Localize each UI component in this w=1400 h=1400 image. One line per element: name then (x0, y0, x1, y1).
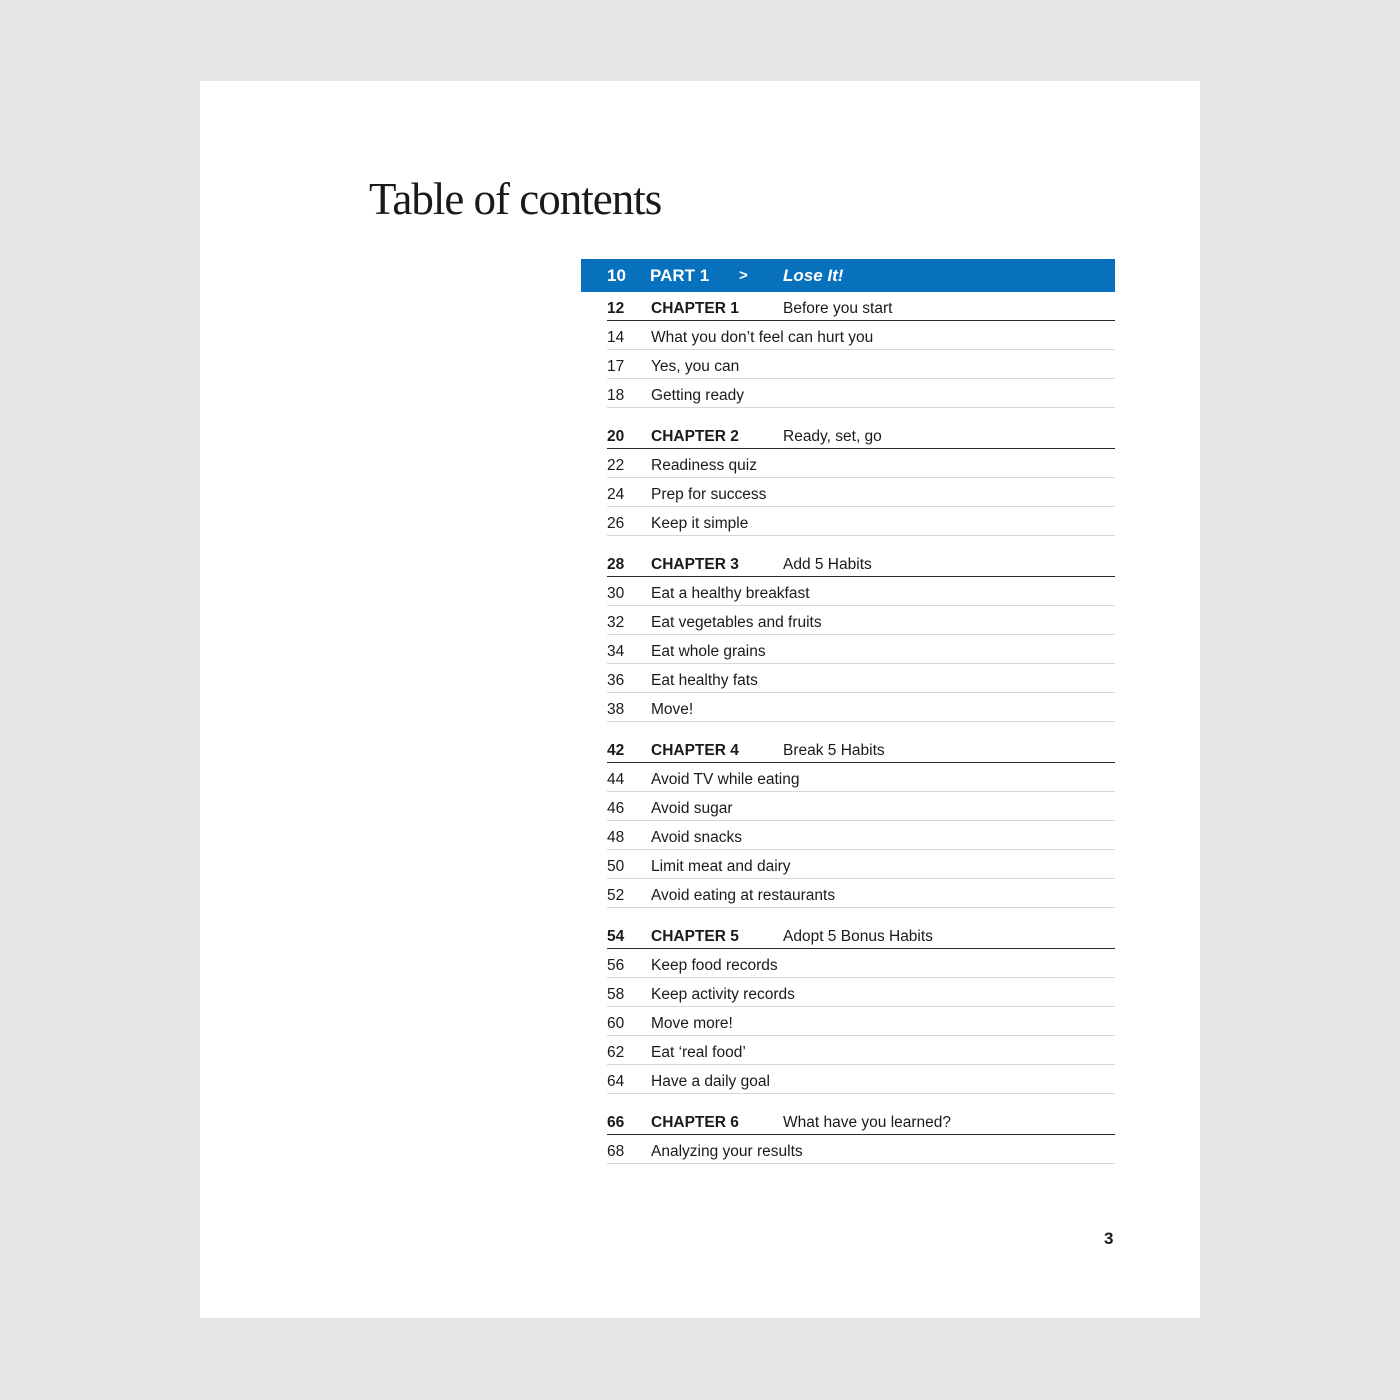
entry-title: Avoid eating at restaurants (651, 887, 836, 904)
toc-entry[interactable] (607, 478, 1115, 507)
toc-entry[interactable] (607, 635, 1115, 664)
entry-page-number: 14 (607, 329, 625, 346)
entry-title: Have a daily goal (651, 1073, 770, 1090)
entry-title: Move! (651, 701, 694, 718)
entry-page-number: 36 (607, 672, 625, 689)
chapter-5-section (607, 920, 1115, 1094)
entry-title: Limit meat and dairy (651, 858, 791, 875)
page-title: Table of contents (369, 174, 662, 224)
toc-entry[interactable] (607, 821, 1115, 850)
entry-page-number: 62 (607, 1044, 625, 1061)
entry-title: Eat ‘real food’ (651, 1044, 746, 1061)
table-of-contents (581, 259, 1115, 1164)
entry-page-number: 50 (607, 858, 625, 875)
entry-page-number: 26 (607, 515, 625, 532)
chapter-3-section (607, 548, 1115, 722)
entry-page-number: 46 (607, 800, 625, 817)
part-page-number: 10 (607, 266, 626, 285)
entry-page-number: 68 (607, 1143, 625, 1160)
toc-entry[interactable] (607, 1036, 1115, 1065)
toc-entry[interactable] (607, 763, 1115, 792)
entry-page-number: 38 (607, 701, 625, 718)
entry-title: Readiness quiz (651, 457, 757, 474)
toc-entry[interactable] (607, 879, 1115, 908)
entry-title: Getting ready (651, 387, 745, 404)
entry-page-number: 32 (607, 614, 625, 631)
entry-title: Eat healthy fats (651, 672, 758, 689)
entry-title: Move more! (651, 1015, 733, 1032)
chapter-label: CHAPTER 3 (651, 556, 739, 573)
chapter-page-number: 12 (607, 300, 625, 317)
entry-page-number: 18 (607, 387, 625, 404)
document-page (200, 81, 1200, 1318)
toc-entry[interactable] (607, 693, 1115, 722)
chapter-1-section (607, 292, 1115, 408)
chapter-label: CHAPTER 4 (651, 742, 739, 759)
toc-entry[interactable] (607, 577, 1115, 606)
toc-entry[interactable] (607, 1135, 1115, 1164)
toc-entry[interactable] (607, 978, 1115, 1007)
entry-title: Avoid TV while eating (651, 771, 800, 788)
entry-page-number: 44 (607, 771, 625, 788)
toc-entry[interactable] (607, 449, 1115, 478)
entry-page-number: 22 (607, 457, 625, 474)
toc-entry[interactable] (607, 507, 1115, 536)
page-number: 3 (1104, 1229, 1114, 1248)
chapter-label: CHAPTER 1 (651, 300, 739, 317)
toc-entry[interactable] (607, 350, 1115, 379)
toc-entry[interactable] (607, 321, 1115, 350)
chapter-heading[interactable] (607, 292, 1115, 321)
entry-page-number: 34 (607, 643, 625, 660)
chapter-title: Break 5 Habits (783, 742, 885, 759)
chevron-right-icon: > (739, 267, 748, 284)
chapter-page-number: 54 (607, 928, 625, 945)
entry-page-number: 24 (607, 486, 625, 503)
chapter-page-number: 28 (607, 556, 625, 573)
toc-entry[interactable] (607, 606, 1115, 635)
part-banner[interactable] (581, 259, 1115, 292)
entry-page-number: 58 (607, 986, 625, 1003)
chapter-page-number: 20 (607, 428, 625, 445)
entry-title: Analyzing your results (651, 1143, 803, 1160)
chapter-label: CHAPTER 6 (651, 1114, 739, 1131)
chapter-heading[interactable] (607, 1106, 1115, 1135)
chapter-page-number: 66 (607, 1114, 625, 1131)
chapter-title: What have you learned? (783, 1114, 952, 1131)
chapter-title: Before you start (783, 300, 893, 317)
chapter-label: CHAPTER 2 (651, 428, 739, 445)
entry-title: Avoid sugar (651, 800, 733, 817)
entry-title: Prep for success (651, 486, 767, 503)
chapter-2-section (607, 420, 1115, 536)
entry-title: Keep food records (651, 957, 778, 974)
toc-entry[interactable] (607, 949, 1115, 978)
chapter-title: Ready, set, go (783, 428, 882, 445)
toc-entry[interactable] (607, 792, 1115, 821)
chapter-title: Add 5 Habits (783, 556, 872, 573)
entry-page-number: 48 (607, 829, 625, 846)
toc-entry[interactable] (607, 664, 1115, 693)
chapter-4-section (607, 734, 1115, 908)
chapter-label: CHAPTER 5 (651, 928, 739, 945)
chapter-heading[interactable] (607, 548, 1115, 577)
entry-title: Yes, you can (651, 358, 740, 375)
entry-title: Avoid snacks (651, 829, 743, 846)
entry-title: Eat vegetables and fruits (651, 614, 822, 631)
entry-page-number: 56 (607, 957, 625, 974)
entry-title: Keep activity records (651, 986, 795, 1003)
entry-page-number: 30 (607, 585, 625, 602)
entry-page-number: 52 (607, 887, 625, 904)
part-title: Lose It! (783, 266, 844, 285)
toc-entry[interactable] (607, 850, 1115, 879)
entry-title: Eat a healthy breakfast (651, 585, 810, 602)
toc-entry[interactable] (607, 1065, 1115, 1094)
chapter-page-number: 42 (607, 742, 625, 759)
entry-title: Eat whole grains (651, 643, 766, 660)
entry-page-number: 64 (607, 1073, 625, 1090)
entry-page-number: 17 (607, 358, 625, 375)
toc-entry[interactable] (607, 1007, 1115, 1036)
entry-page-number: 60 (607, 1015, 625, 1032)
part-label: PART 1 (650, 266, 710, 285)
entry-title: What you don’t feel can hurt you (651, 329, 874, 346)
chapter-heading[interactable] (607, 920, 1115, 949)
entry-title: Keep it simple (651, 515, 749, 532)
chapter-title: Adopt 5 Bonus Habits (783, 928, 933, 945)
chapter-heading[interactable] (607, 420, 1115, 449)
toc-entry[interactable] (607, 379, 1115, 408)
chapter-6-section (607, 1106, 1115, 1164)
chapter-heading[interactable] (607, 734, 1115, 763)
